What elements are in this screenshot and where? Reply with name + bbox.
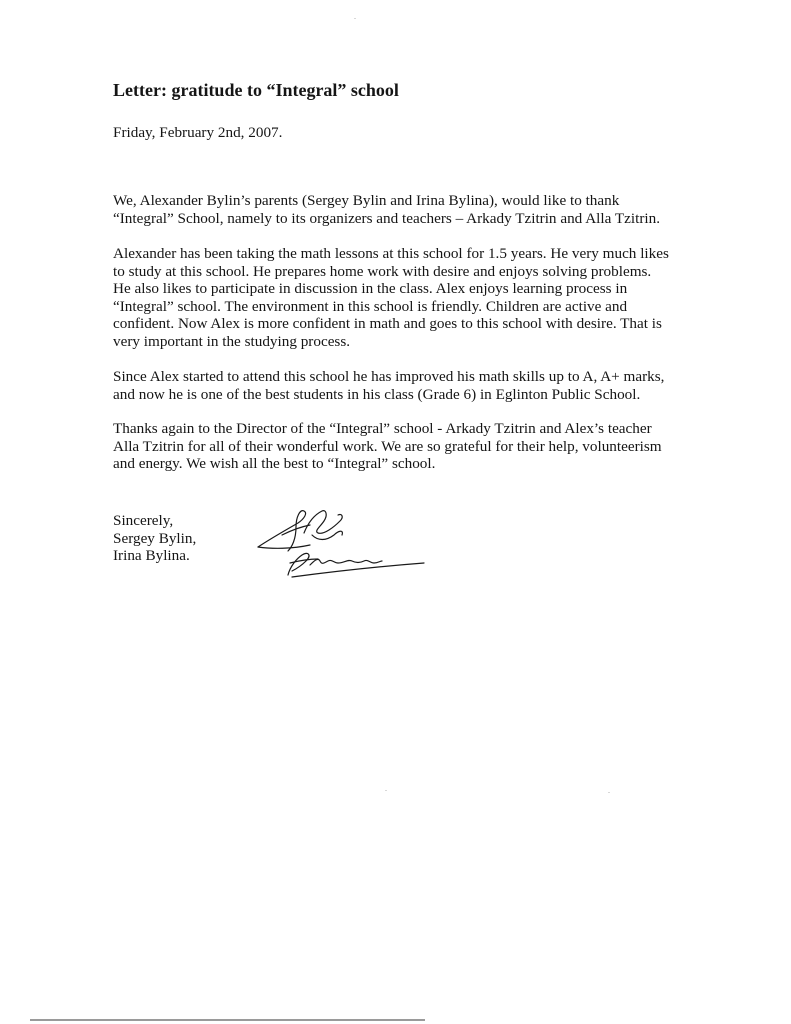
paragraph-lessons	[113, 245, 669, 350]
paragraph-line: confident. Now Alex is more confident in math and goes to this school with desire. That is	[113, 315, 662, 332]
scan-speck	[385, 790, 387, 791]
handwritten-signature	[252, 505, 432, 585]
letter-closing	[113, 512, 196, 565]
signer-name: Sergey Bylin,	[113, 529, 197, 547]
letter-date: Friday, February 2nd, 2007.	[113, 124, 283, 141]
paragraph-line: to study at this school. He prepares home work with desire and enjoys solving problems.	[113, 262, 652, 280]
paragraph-line: We, Alexander Bylin’s parents (Sergey Bylin and Irina Bylina), would like to thank	[113, 192, 620, 209]
paragraph-progress	[113, 368, 664, 403]
letter-title: Letter: gratitude to “Integral” school	[113, 80, 399, 100]
scan-edge-line	[30, 1019, 425, 1021]
paragraph-thanks	[113, 192, 660, 227]
paragraph-line: “Integral” school. The environment in this school is friendly. Children are active and	[113, 297, 628, 315]
paragraph-line: Since Alex started to attend this school he has improved his math skills up to A, A+ marks,	[113, 368, 665, 385]
paragraph-line: Thanks again to the Director of the “Integral” school - Arkady Tzitrin and Alex’s teacher	[113, 420, 652, 437]
paragraph-line: Alexander has been taking the math lessons at this school for 1.5 years. He very much likes	[113, 245, 669, 262]
paragraph-line: and energy. We wish all the best to “Integral” school.	[113, 455, 436, 472]
scan-speck	[608, 792, 610, 793]
paragraph-gratitude	[113, 420, 662, 473]
signer-name: Irina Bylina.	[113, 547, 190, 564]
paragraph-line: very important in the studying process.	[113, 332, 351, 350]
paragraph-line: He also likes to participate in discussion in the class. Alex enjoys learning process in	[113, 280, 628, 297]
scan-speck	[354, 18, 356, 19]
paragraph-line: and now he is one of the best students in his class (Grade 6) in Eglinton Public School.	[113, 385, 641, 403]
closing-salutation: Sincerely,	[113, 512, 174, 529]
paragraph-line: Alla Tzitrin for all of their wonderful work. We are so grateful for their help, volunteerism	[113, 437, 662, 455]
paragraph-line: “Integral” School, namely to its organizers and teachers – Arkady Tzitrin and Alla Tzitrin.	[113, 209, 661, 227]
